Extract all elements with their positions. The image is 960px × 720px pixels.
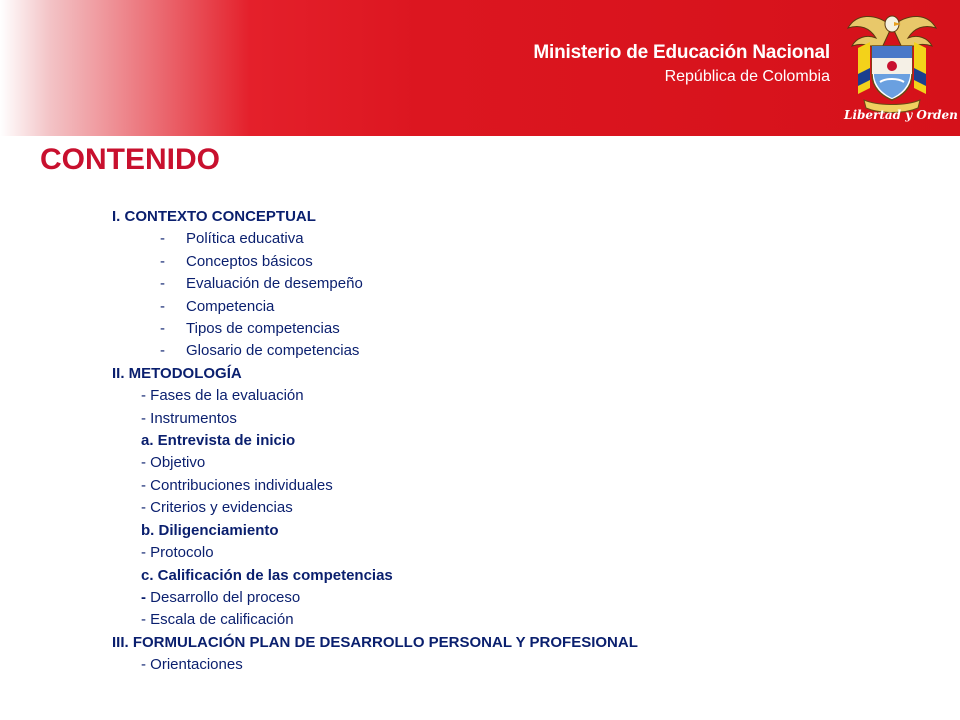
motto-text: Libertad y Orden bbox=[844, 108, 958, 122]
ministry-block bbox=[533, 42, 830, 86]
list-item: - Tipos de competencias bbox=[160, 320, 340, 338]
list-item: - Criterios y evidencias bbox=[141, 499, 293, 517]
list-item: - Instrumentos bbox=[141, 409, 237, 427]
list-item: - Política educativa bbox=[160, 230, 304, 248]
page-title: CONTENIDO bbox=[40, 143, 220, 176]
subsection-heading: b. Diligenciamiento bbox=[141, 521, 279, 539]
list-item: - Evaluación de desempeño bbox=[160, 275, 363, 293]
header-banner bbox=[0, 0, 960, 136]
list-item: - Conceptos básicos bbox=[160, 252, 313, 270]
ministry-name: Ministerio de Educación Nacional bbox=[533, 42, 830, 63]
section-heading: I. CONTEXTO CONCEPTUAL bbox=[112, 208, 316, 225]
list-item: - Protocolo bbox=[141, 544, 214, 562]
country-name: República de Colombia bbox=[664, 68, 830, 85]
section-heading: II. METODOLOGÍA bbox=[112, 364, 242, 382]
subsection-heading: c. Calificación de las competencias bbox=[141, 566, 393, 584]
section-heading: III. FORMULACIÓN PLAN DE DESARROLLO PERSONAL Y PROFESIONAL bbox=[112, 633, 638, 651]
list-item: - Fases de la evaluación bbox=[141, 387, 304, 405]
list-item: - Desarrollo del proceso bbox=[141, 588, 301, 606]
list-item: - Glosario de competencias bbox=[160, 342, 360, 360]
list-item: - Orientaciones bbox=[141, 656, 243, 674]
subsection-heading: a. Entrevista de inicio bbox=[141, 432, 296, 450]
list-item: - Escala de calificación bbox=[141, 611, 294, 629]
table-of-contents bbox=[112, 206, 638, 677]
coat-of-arms-logo bbox=[844, 8, 958, 130]
list-item: - Objetivo bbox=[141, 454, 206, 472]
list-item: - Competencia bbox=[160, 297, 275, 315]
list-item: - Contribuciones individuales bbox=[141, 476, 333, 494]
